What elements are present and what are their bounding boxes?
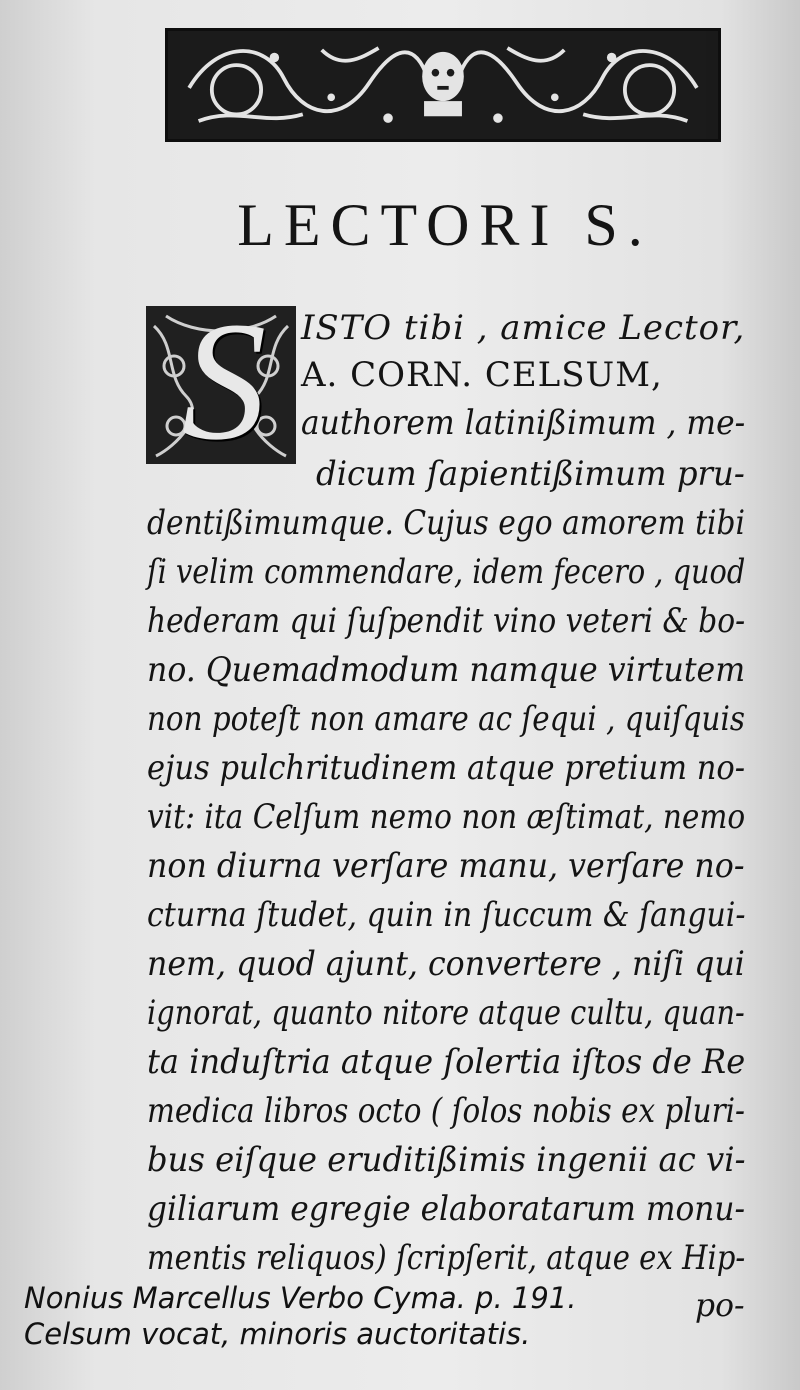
text-line: bus eiſque eruditißimis ingenii ac vi- (147, 1140, 746, 1180)
text-line: non diurna verſare manu, verſare no- (147, 846, 745, 886)
headpiece-ornament-icon (168, 31, 718, 139)
text-line: no. Quemadmodum namque virtutem (147, 650, 746, 690)
decorated-drop-cap (146, 306, 296, 464)
text-line: ejus pulchritudinem atque pretium no- (147, 748, 746, 788)
text-line: cturna ſtudet, quin in ſuccum & ſangui- (147, 895, 746, 935)
text-line: giliarum egregie elaboratarum monu- (147, 1189, 746, 1229)
text-line: mentis reliquos) ſcripſerit, atque ex Hip- (147, 1238, 746, 1278)
text-line: A. CORN. CELSUM, (301, 355, 663, 395)
text-line: vit: ita Celſum nemo non æſtimat, nemo (147, 797, 746, 837)
text-line: ignorat, quanto nitore atque cultu, quan- (147, 993, 745, 1033)
text-line: authorem latinißimum , me- (301, 403, 746, 443)
handwritten-note-line-2: Celsum vocat, minoris auctoritatis. (24, 1317, 531, 1351)
text-line: hederam qui ſuſpendit vino veteri & bo- (147, 601, 746, 641)
ornamental-headpiece (165, 28, 721, 142)
text-line: ſi velim commendare, idem fecero , quod (147, 552, 746, 592)
catchword: po- (695, 1286, 745, 1324)
text-line: medica libros octo ( ſolos nobis ex pluri- (147, 1091, 745, 1131)
text-line: nem, quod ajunt, convertere , niſi qui (147, 944, 745, 984)
text-line: dentißimumque. Cujus ego amorem tibi (147, 503, 746, 543)
handwritten-note-line-1: Nonius Marcellus Verbo Cyma. p. 191. (24, 1281, 577, 1315)
text-line: ta induſtria atque ſolertia iſtos de Re (147, 1042, 746, 1082)
text-line: ISTO tibi , amice Lector, (301, 308, 746, 348)
page-heading: LECTORI S. (237, 192, 653, 258)
text-line: dicum ſapientißimum pru- (316, 454, 745, 494)
drop-cap-letter: S (181, 306, 267, 464)
text-line: non poteſt non amare ac ſequi , quiſquis (147, 699, 745, 739)
